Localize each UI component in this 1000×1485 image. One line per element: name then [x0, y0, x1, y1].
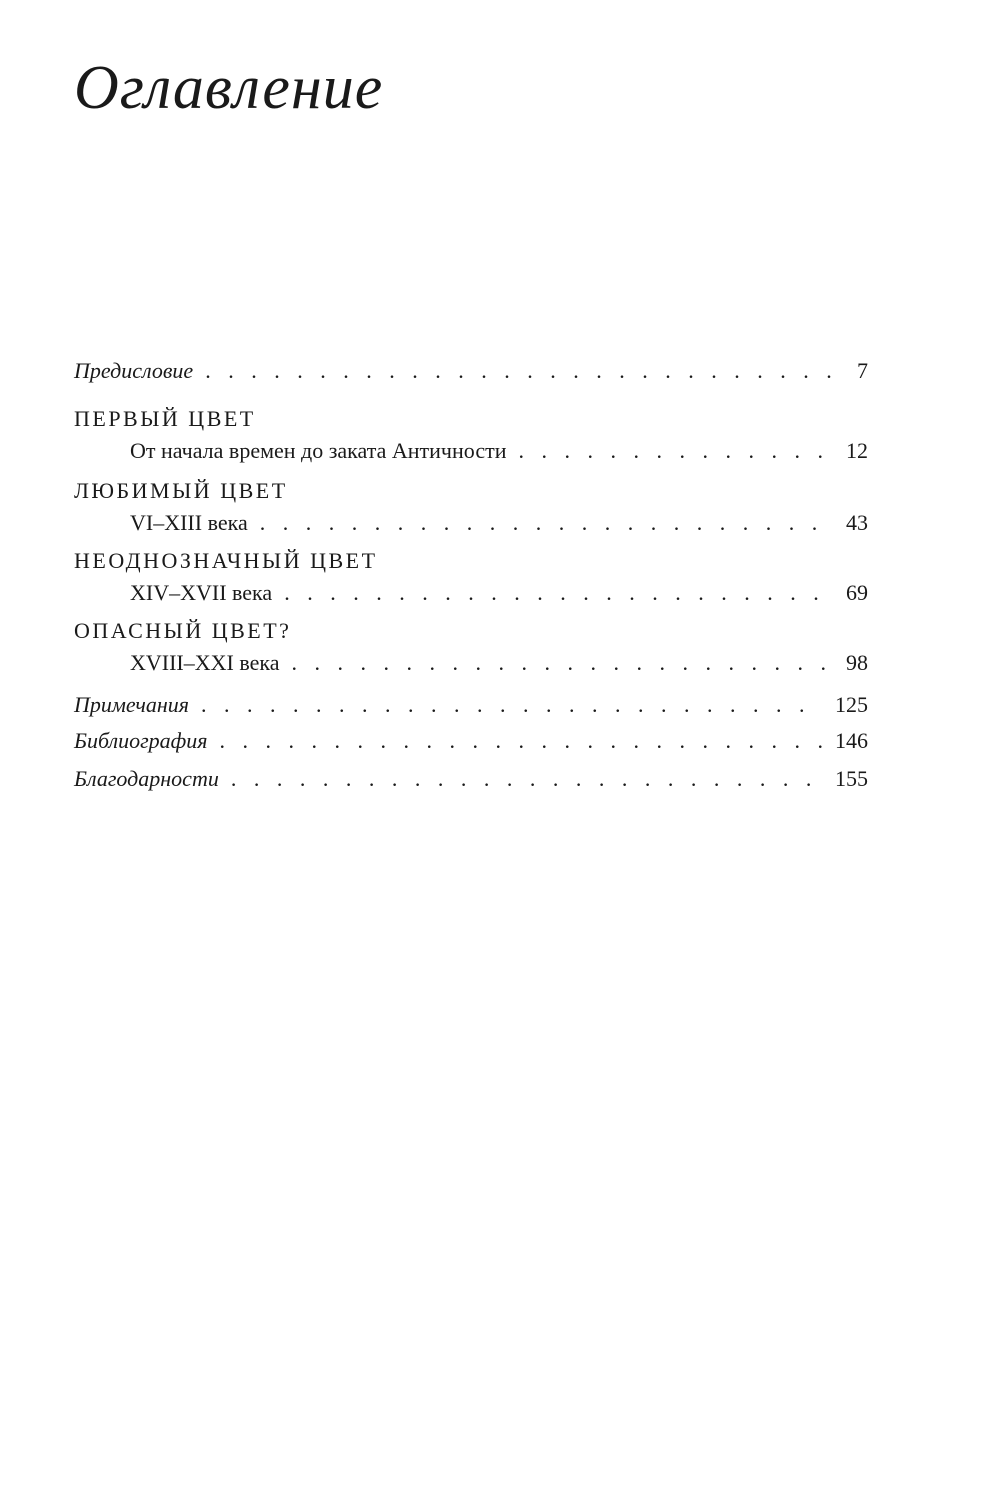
- toc-leader-dots: [231, 764, 823, 794]
- toc-entry-acknowledgements[interactable]: [74, 764, 868, 794]
- toc-entry-part-4[interactable]: [74, 648, 868, 678]
- toc-page-number: 98: [846, 650, 868, 675]
- toc-leader-dots: [205, 356, 832, 386]
- toc-entry-notes[interactable]: [74, 690, 868, 720]
- toc-leader-dots: [201, 690, 823, 720]
- toc-entry-label: VI–XIII века: [130, 510, 248, 535]
- part-title-4: ОПАСНЫЙ ЦВЕТ?: [74, 618, 292, 643]
- toc-page-number: 69: [846, 580, 868, 605]
- toc-entry-part-2[interactable]: [74, 508, 868, 538]
- toc-entry-label: Примечания: [74, 692, 190, 717]
- toc-page-number: 155: [835, 766, 868, 791]
- toc-leader-dots: [292, 648, 833, 678]
- toc-page-number: 125: [835, 692, 868, 717]
- toc-entry-part-3[interactable]: [74, 578, 868, 608]
- part-title-3: НЕОДНОЗНАЧНЫЙ ЦВЕТ: [74, 548, 378, 573]
- toc-leader-dots: [220, 726, 823, 756]
- toc-page-number: 146: [835, 728, 868, 753]
- toc-entry-label: Предисловие: [74, 358, 194, 383]
- toc-page-number: 12: [846, 438, 868, 463]
- toc-entry-part-1[interactable]: [74, 436, 868, 466]
- part-title-2: ЛЮБИМЫЙ ЦВЕТ: [74, 478, 288, 503]
- toc-entry-preface[interactable]: [74, 356, 868, 386]
- toc-entry-bibliography[interactable]: [74, 726, 868, 756]
- toc-leader-dots: [518, 436, 832, 466]
- toc-entry-label: Благодарности: [74, 766, 219, 791]
- toc-leader-dots: [260, 508, 832, 538]
- toc-entry-label: От начала времен до заката Античности: [130, 438, 507, 463]
- toc-entry-label: Библиография: [74, 728, 208, 753]
- toc-leader-dots: [284, 578, 832, 608]
- toc-page-number: 43: [846, 510, 868, 535]
- part-title-1: ПЕРВЫЙ ЦВЕТ: [74, 406, 256, 431]
- toc-page-number: 7: [857, 358, 868, 383]
- page-title: Оглавление: [74, 54, 384, 122]
- toc-entry-label: XIV–XVII века: [130, 580, 273, 605]
- toc-entry-label: XVIII–XXI века: [130, 650, 280, 675]
